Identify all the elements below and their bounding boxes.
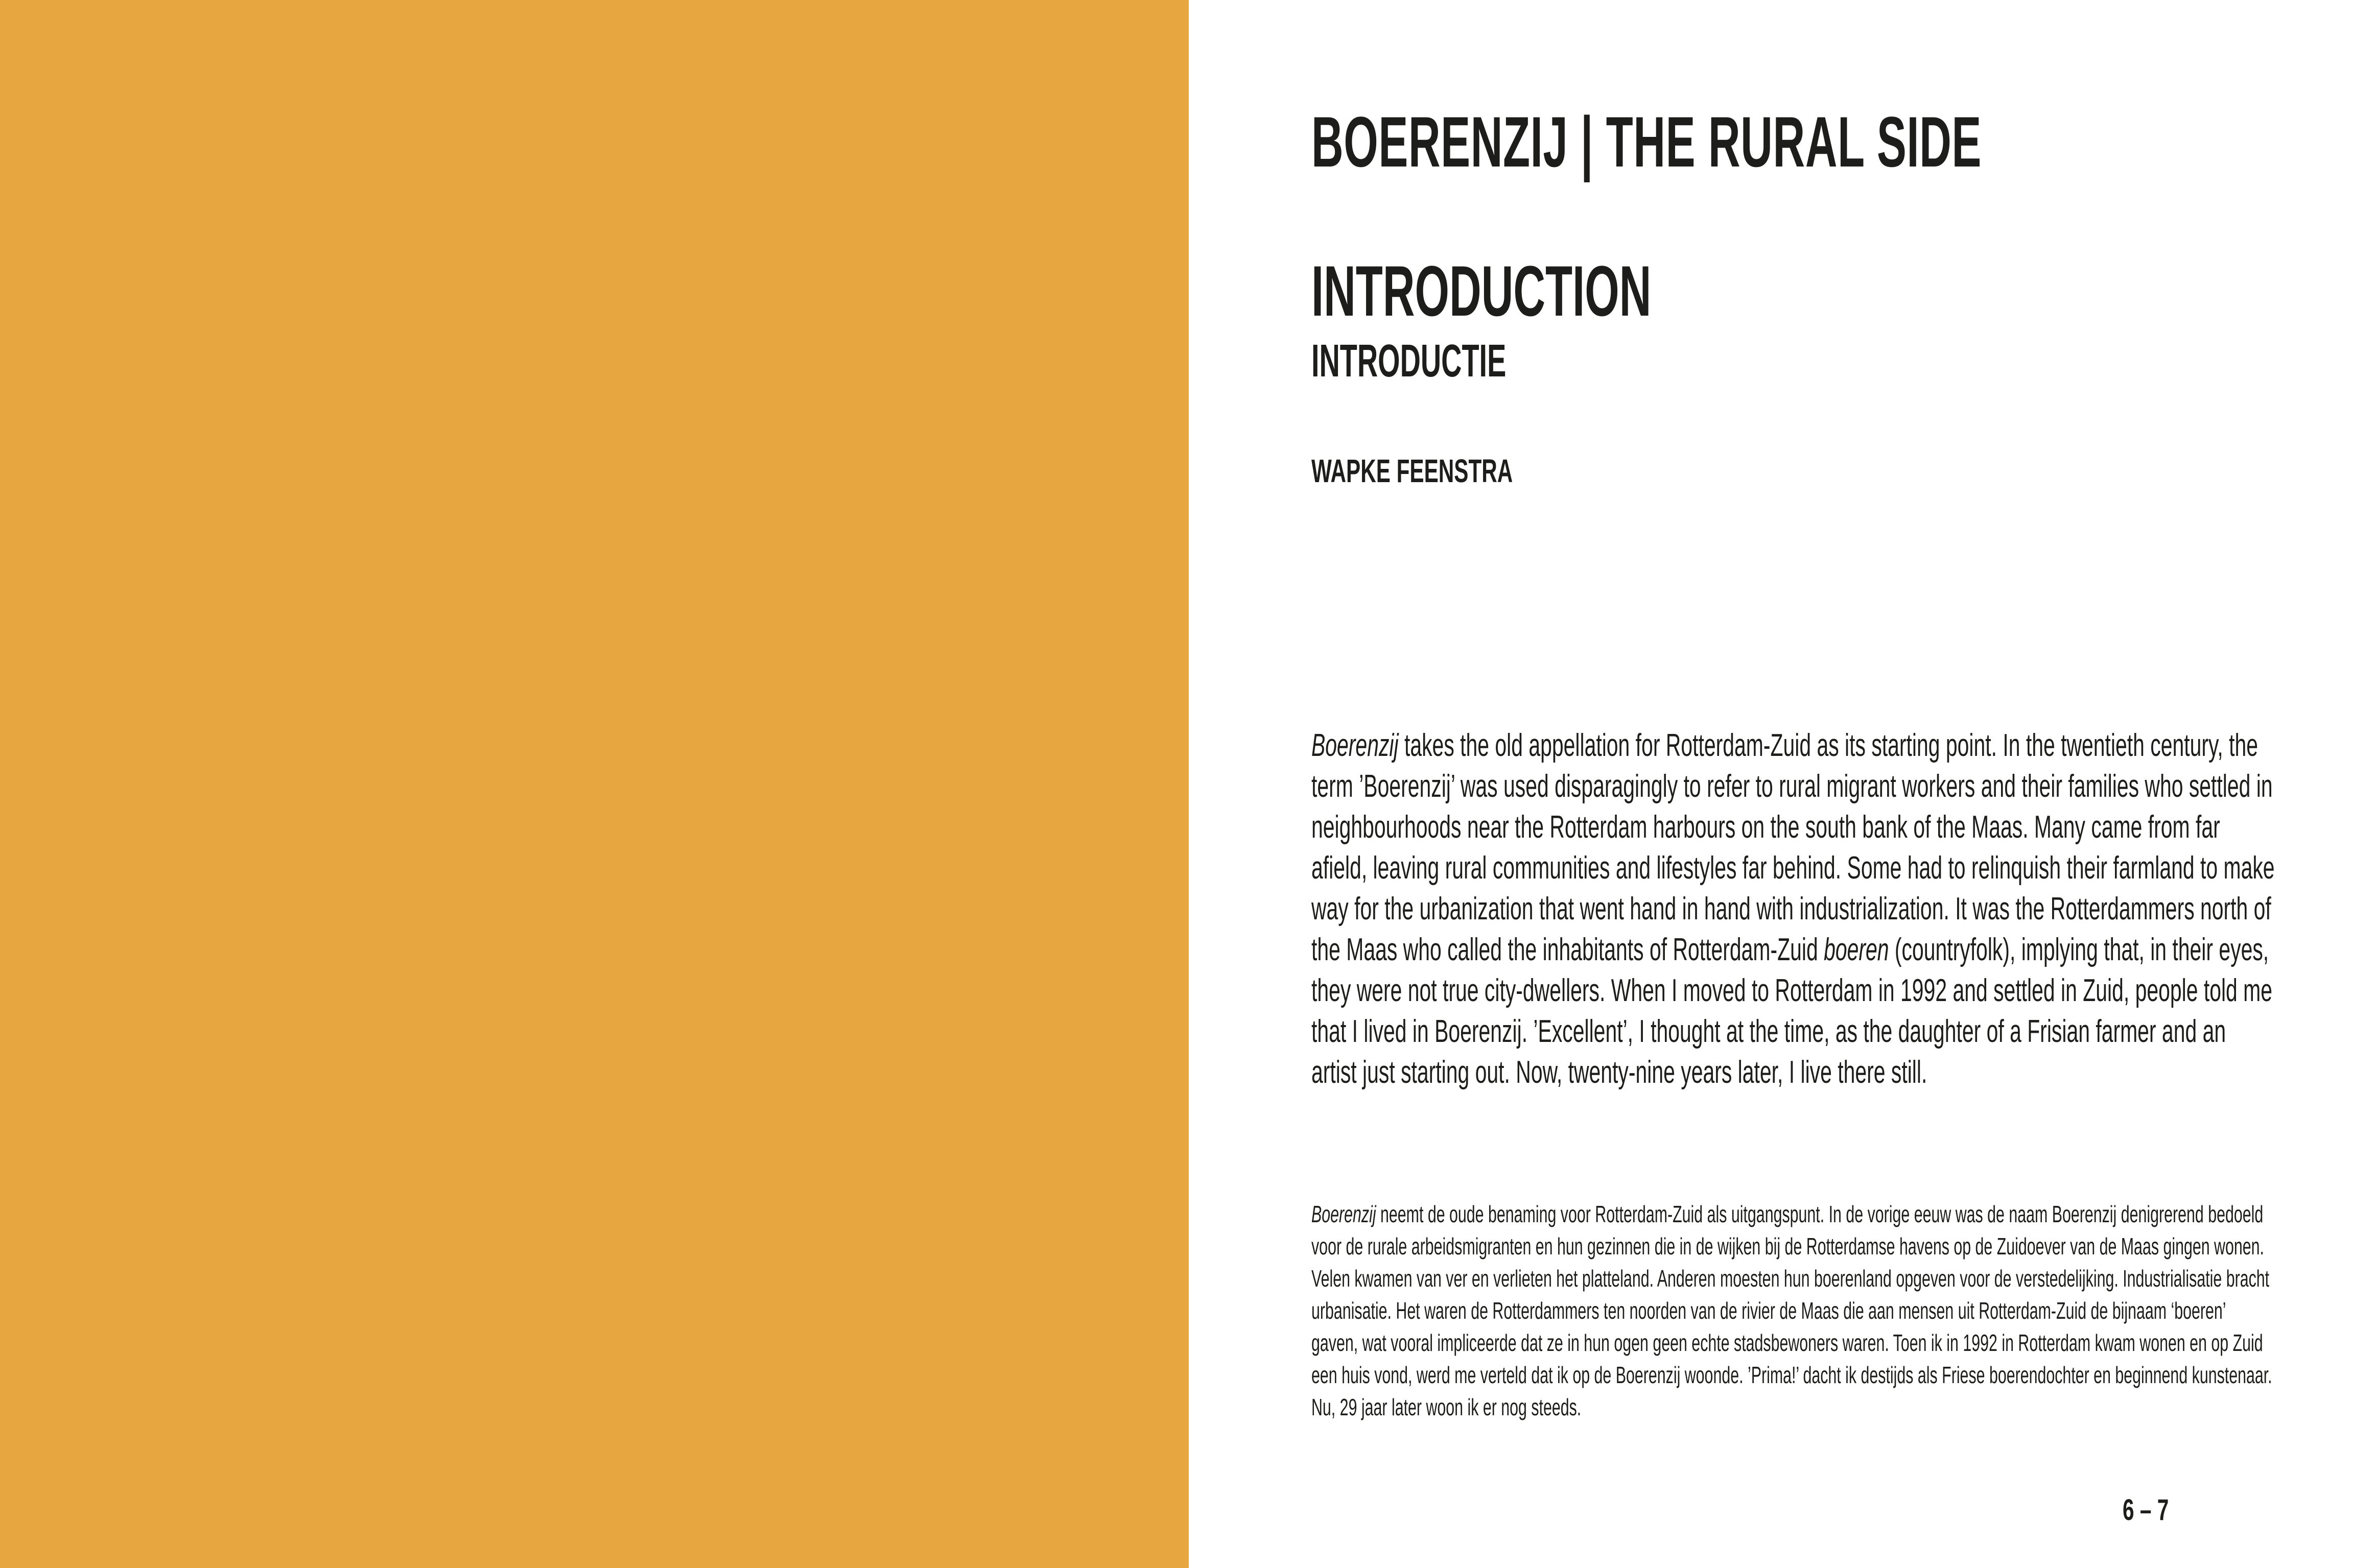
section-subtitle: INTRODUCTIE (1311, 336, 1507, 387)
right-page (1189, 0, 2353, 1568)
italic-term-boeren: boeren (1824, 932, 1889, 967)
dutch-body-text (1311, 1198, 2282, 1464)
dutch-text: neemt de oude benaming voor Rotterdam-Zuid als uitgangspunt. In de vorige eeuw was de naam Boerenzij denigrerend bedoeld voor de rurale arbeidsmigranten en hun gezinnen die in de wijken bij de Rotterdamse havens op de Zuidoever van de Maas gingen wonen. Velen kwamen van ver en verlieten het platteland. Anderen moesten hun boerenland opgeven voor de verstedelijking. Industrialisatie bracht urbanisatie. Het waren de Rotterdammers ten noorden van de rivier de Maas die aan mensen uit Rotterdam-Zuid de bijnaam ‘boeren’ gaven, wat vooral impliceerde dat ze in hun ogen geen echte stadsbewoners waren. Toen ik in 1992 in Rotterdam kwam wonen en op Zuid een huis vond, werd me verteld dat ik op de Boerenzij woonde. ’Prima!’ dacht ik destijds als Friese boerendochter en beginnend kunstenaar. Nu, 29 jaar later woon ik er nog steeds. (1311, 1201, 2272, 1420)
italic-term-boerenzij-nl: Boerenzij (1311, 1201, 1376, 1227)
book-title: BOERENZIJ | THE RURAL SIDE (1311, 102, 1982, 182)
author-name: WAPKE FEENSTRA (1311, 453, 1513, 489)
page-numbers: 6 – 7 (2123, 1493, 2169, 1527)
english-paragraph (1311, 725, 2276, 1093)
italic-term-boerenzij: Boerenzij (1311, 728, 1399, 763)
english-text-part-1: takes the old appellation for Rotterdam-Zuid as its starting point. In the twentieth century, the term ’Boerenzij’ was used disparagingly to refer to rural migrant workers and their families who settled in neighbourhoods near the Rotterdam harbours on the south bank of the Maas. Many came from far afield, leaving rural communities and lifestyles far behind. Some had to relinquish their farmland to make way for the urbanization that went hand in hand with industrialization. It was the Rotterdammers north of the Maas who called the inhabitants of Rotterdam-Zuid (1311, 728, 2275, 967)
english-text-part-2: (countryfolk), implying that, in their eyes, they were not true city-dwellers. When I moved to Rotterdam in 1992 and settled in Zuid, people told me that I lived in Boerenzij. ’Excellent’, I thought at the time, as the daughter of a Frisian farmer and an artist just starting out. Now, twenty-nine years later, I live there still. (1311, 932, 2273, 1090)
english-body-text (1311, 725, 2282, 1134)
dutch-paragraph (1311, 1198, 2276, 1423)
section-title: INTRODUCTION (1311, 251, 1652, 331)
